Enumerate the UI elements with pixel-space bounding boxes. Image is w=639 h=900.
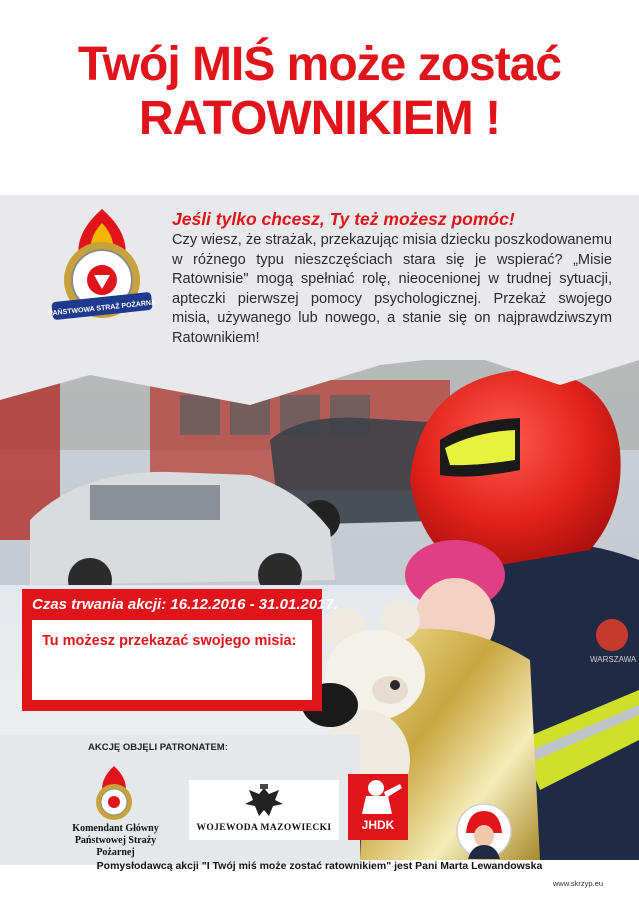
intro-heading: Jeśli tylko chcesz, Ty też możesz pomóc!: [172, 209, 515, 229]
psp-emblem: [42, 205, 162, 335]
author-line: Pomysłodawcą akcji "I Twój miś może zostać ratownikiem" jest Pani Marta Lewandowska: [96, 860, 543, 872]
kgpsp-line-2: Państwowej Straży Pożarnej: [74, 835, 157, 858]
site-url[interactable]: www.skrzyp.eu: [553, 879, 604, 888]
wojewoda-name: WOJEWODA MAZOWIECKI: [196, 823, 332, 833]
title-line-2: RATOWNIKIEM !: [138, 92, 501, 145]
campaign-duration: Czas trwania akcji: 16.12.2016 - 31.01.2017.: [32, 596, 339, 613]
poster-title: [0, 38, 639, 146]
firefighter-icon: [348, 774, 408, 818]
jhdk-label: JHDK: [361, 818, 395, 832]
kgpsp-line-1: Komendant Główny: [72, 823, 159, 834]
patrons-heading: AKCJĘ OBJĘLI PATRONATEM:: [88, 742, 228, 753]
intro-body: Czy wiesz, że strażak, przekazując misia dziecku poszkodowanemu w różnego typu nieszczęściach stara się je wspierać? „Misie Ratownisie" mogą spełniać rolę, nieocenionej w trudnej sytuacji, apteczki pierwszej pomocy psychologicznej. Przekaż swojego misia, używanego lub nowego, a stanie się on najprawdziwszym Ratownikiem!: [172, 232, 612, 346]
title-line-1: Twój MIŚ może zostać: [77, 38, 562, 91]
drop-point-label: Tu możesz przekazać swojego misia:: [42, 633, 297, 649]
vehicle-text: WARSZAWA: [590, 655, 637, 664]
emblem-text: PAŃSTWOWA STRAŻ POŻARNA: [48, 299, 157, 318]
drop-point-field: [32, 620, 312, 700]
eagle-icon: [189, 780, 339, 825]
jagged-divider: [0, 330, 639, 450]
author-portrait: [456, 803, 512, 859]
kgpsp-name: [58, 823, 173, 859]
kgpsp-emblem-icon: [85, 764, 143, 826]
